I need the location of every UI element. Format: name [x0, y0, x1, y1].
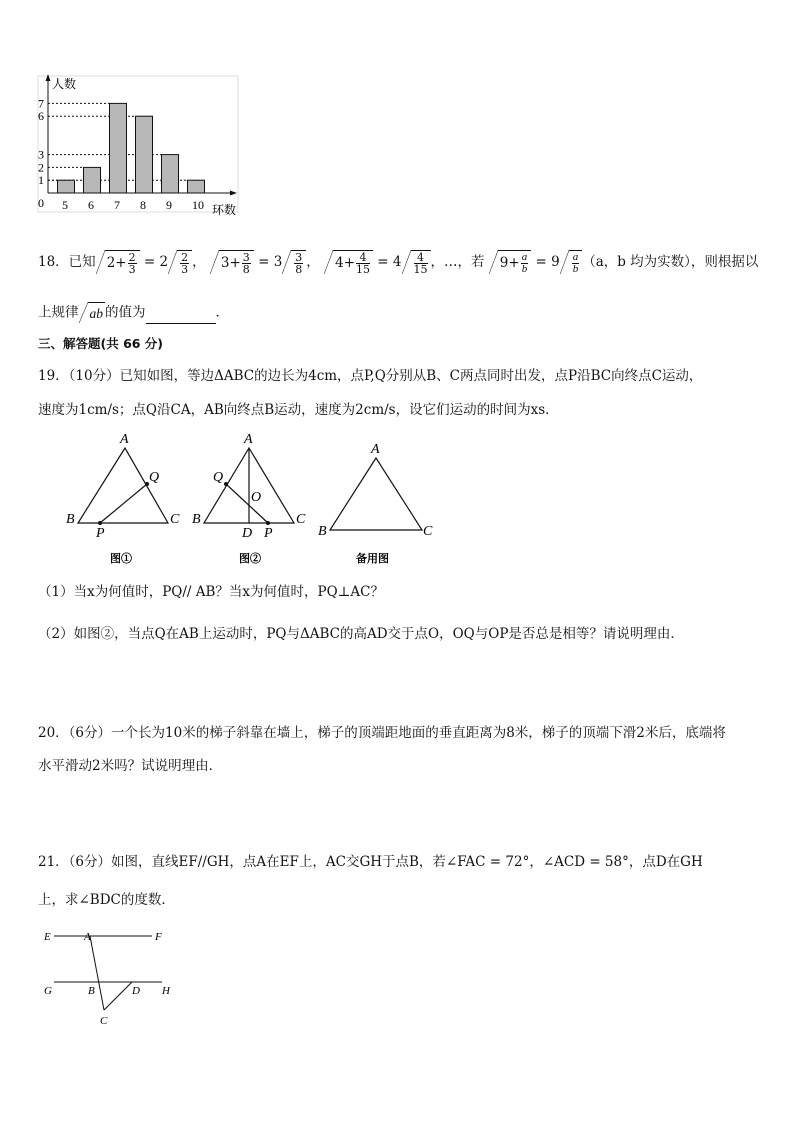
- fig3-label-c: C: [423, 524, 433, 539]
- q18-number: 18．已知: [38, 254, 96, 270]
- fig2-label-b: B: [192, 512, 201, 527]
- fig2-caption: 图②: [239, 553, 261, 565]
- figure-3: [318, 442, 433, 565]
- sqrt-expr: 9+ $\frac{a}{b}$: [498, 250, 531, 275]
- q19-sub1: （1）当x为何值时，PQ// AB？当x为何值时，PQ⊥AC？: [38, 584, 384, 600]
- q20-line1: 20．（6分）一个长为10米的梯子斜靠在墙上，梯子的顶端距地面的垂直距离为8米，梯子的顶端下滑2米后，底端将: [38, 725, 726, 741]
- fig2-label-c: C: [296, 512, 306, 527]
- x-tick-7: 7: [114, 198, 120, 212]
- x-tick-8: 8: [140, 198, 146, 212]
- y-tick-6: 6: [38, 109, 44, 124]
- fig1-label-q: Q: [149, 470, 160, 485]
- q19-sub2: （2）如图②，当点Q在AB上运动时，PQ与ΔABC的高AD交于点O，OQ与OP是否总是相等？请说明理由．: [38, 626, 684, 642]
- q21-line1: 21．（6分）如图，直线EF//GH，点A在EF上，AC交GH于点B，若∠FAC = 72°，∠ACD = 58°，点D在GH: [38, 854, 703, 870]
- y-tick-2: 2: [38, 160, 44, 175]
- fig2-label-p: P: [264, 526, 273, 541]
- label-d: D: [132, 985, 140, 997]
- q21-line2: 上，求∠BDC的度数．: [38, 892, 175, 908]
- sqrt-expr: 2+ $\frac{2}{3}$: [105, 250, 140, 275]
- segment-cd: [104, 982, 132, 1010]
- y-axis-label: 人数: [52, 77, 77, 91]
- figure-1: [66, 432, 180, 565]
- bar-9: [162, 155, 179, 193]
- sqrt-ab: ab: [88, 302, 106, 324]
- fig2-label-a: A: [244, 432, 253, 447]
- bar-6: [84, 167, 101, 193]
- fig1-caption: 图①: [110, 553, 132, 565]
- fig2-label-o: O: [251, 490, 262, 505]
- bar-8: [136, 116, 153, 193]
- y-tick-7: 7: [38, 96, 44, 111]
- sqrt-expr: 3+ $\frac{3}{8}$: [219, 250, 254, 275]
- x-tick-10: 10: [192, 198, 204, 212]
- label-a: A: [84, 931, 91, 943]
- q19-figures: [60, 428, 450, 568]
- y-tick-3: 3: [38, 147, 44, 162]
- label-b: B: [88, 985, 95, 997]
- fig1-label-a: A: [120, 432, 129, 447]
- figure-2: [192, 432, 306, 565]
- x-axis-label: 环数: [212, 203, 237, 217]
- label-f: F: [155, 931, 162, 943]
- x-tick-5: 5: [62, 198, 68, 212]
- fig2-label-d: D: [242, 526, 253, 541]
- bar-chart: [30, 72, 245, 220]
- q21-figure: [40, 922, 190, 1032]
- fig1-label-c: C: [170, 512, 180, 527]
- fig3-label-a: A: [371, 442, 380, 457]
- bar-10: [188, 180, 205, 193]
- fig1-label-b: B: [66, 512, 75, 527]
- q19-line2: 速度为1cm/s；点Q沿CA，AB向终点B运动，速度为2cm/s，设它们运动的时间为xs．: [38, 402, 559, 418]
- bar-7: [110, 103, 127, 193]
- q18-line2: 上规律 ab 的值为 ．: [38, 302, 229, 324]
- q18-line1: 18．已知 2+ $\frac{2}{3}$ = 2 $\frac{2}{3}$ ， 3+ $\frac{3}{8}$ = 3 $\frac{3}{8}$ ， 4+ $\frac{4}{15}$ = 4 $\frac{4}{15}$ ，…，若 9+ $\frac{a}{b}$ = 9 $\frac{a}{b}$ （a，b 均为实数），则根据以: [38, 251, 759, 276]
- bar-5: [58, 180, 75, 193]
- fig3-label-b: B: [318, 524, 327, 539]
- q18-tail: （a，b 均为实数），则根据以: [582, 254, 759, 270]
- segment-ac: [90, 936, 104, 1010]
- fig2-label-q: Q: [213, 470, 224, 485]
- section-3-heading: 三、解答题(共 66 分): [38, 336, 164, 351]
- sqrt-expr: 4+ $\frac{4}{15}$: [333, 250, 373, 275]
- label-g: G: [44, 985, 52, 997]
- q19-line1: 19．（10分）已知如图，等边ΔABC的边长为4cm，点P,Q分别从B、C两点同时出发，点P沿BC向终点C运动，: [38, 368, 703, 384]
- x-tick-9: 9: [166, 198, 172, 212]
- fig1-label-p: P: [96, 526, 105, 541]
- q20-line2: 水平滑动2米吗？试说明理由．: [38, 758, 223, 774]
- answer-blank[interactable]: [146, 309, 216, 324]
- label-c: C: [100, 1015, 108, 1027]
- fig3-caption: 备用图: [356, 553, 389, 565]
- label-h: H: [162, 985, 170, 997]
- y-tick-0: 0: [38, 196, 44, 210]
- y-tick-1: 1: [38, 173, 44, 188]
- x-tick-6: 6: [88, 198, 94, 212]
- label-e: E: [44, 931, 51, 943]
